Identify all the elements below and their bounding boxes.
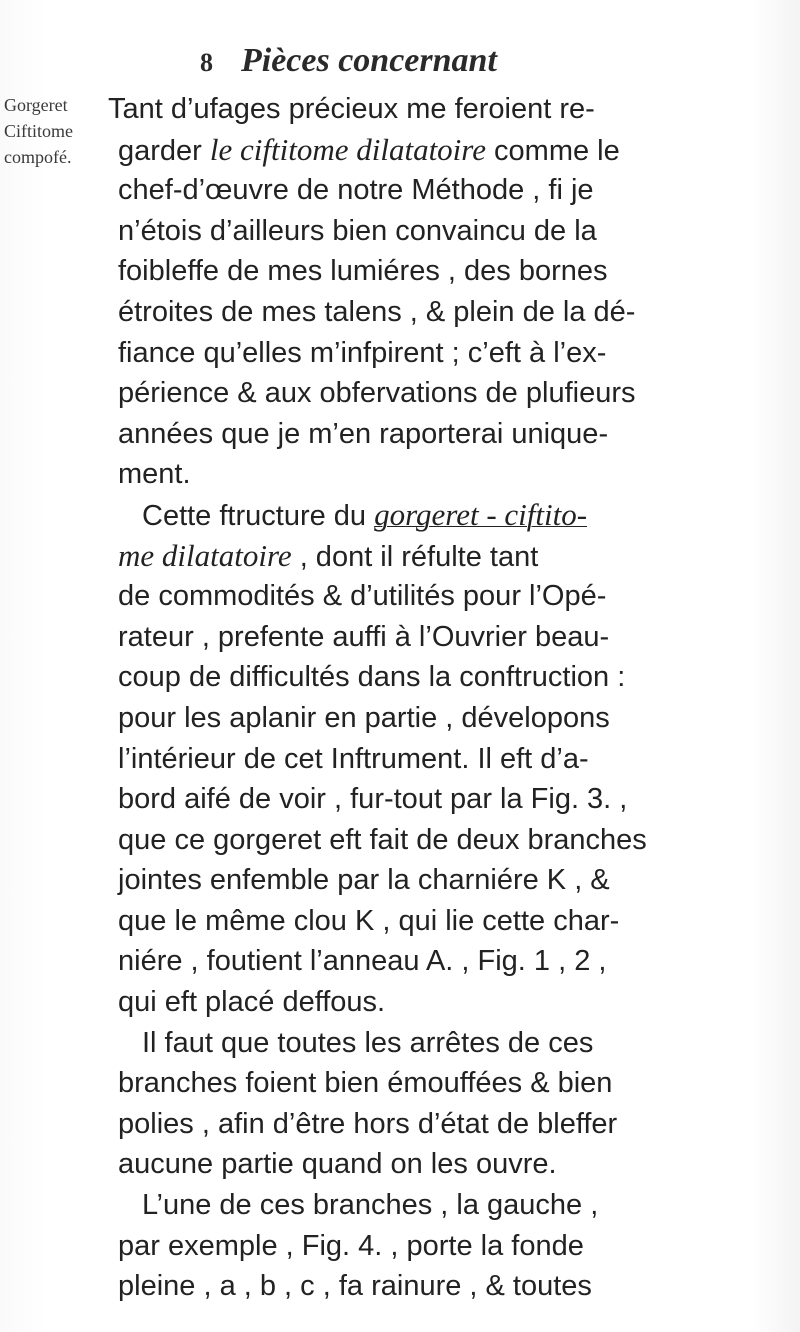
- text-line: [96, 292, 782, 333]
- text-line: [96, 860, 782, 901]
- margin-note-line: Gorgeret: [4, 95, 68, 115]
- paragraph: [96, 1185, 782, 1307]
- text-run: chef-d’œuvre de notre Méthode , fi je: [118, 174, 594, 207]
- page-number: 8: [200, 48, 213, 77]
- text-run: Il faut que toutes les arrêtes de ces: [142, 1026, 594, 1059]
- text-line: [96, 1023, 782, 1064]
- text-run: par exemple , Fig. 4. , porte la fonde: [118, 1229, 584, 1262]
- text-run: garder: [118, 134, 210, 167]
- text-run: qui eft placé deffous.: [118, 986, 386, 1019]
- paragraph: [96, 1023, 782, 1185]
- text-run: que le même clou K , qui lie cette char-: [118, 904, 620, 937]
- text-run: n’étois d’ailleurs bien convaincu de la: [118, 214, 597, 247]
- text-line: [96, 536, 782, 577]
- italic-term: me dilatatoire: [118, 537, 292, 573]
- text-line: [96, 251, 782, 292]
- paragraph: [96, 89, 782, 495]
- text-line: [96, 333, 782, 374]
- text-line: [96, 373, 782, 414]
- text-line: [96, 1063, 782, 1104]
- text-line: [96, 941, 782, 982]
- text-line: [96, 1104, 782, 1145]
- text-line: [96, 211, 782, 252]
- running-title: Pièces concernant: [241, 42, 497, 79]
- text-run: foibleffe de mes lumiéres , des bornes: [118, 255, 608, 288]
- text-run: polies , afin d’être hors d’état de bleffer: [118, 1107, 618, 1140]
- text-line: [96, 414, 782, 455]
- margin-note: [4, 92, 96, 170]
- italic-term: le ciftitome dilatatoire: [209, 131, 486, 167]
- text-line: [96, 739, 782, 780]
- text-line: [96, 982, 782, 1023]
- text-run: années que je m’en raporterai unique-: [118, 417, 609, 450]
- text-run: l’intérieur de cet Inftrument. Il eft d’a-: [118, 742, 589, 775]
- text-run: jointes enfemble par la charniére K , &: [118, 864, 610, 897]
- text-run: L’une de ces branches , la gauche ,: [142, 1189, 599, 1222]
- text-line: [96, 901, 782, 942]
- text-run: bord aifé de voir , fur-tout par la Fig. 3. ,: [118, 783, 628, 816]
- text-run: fiance qu’elles m’infpirent ; c’eft à l’ex-: [118, 336, 607, 369]
- text-line: [96, 820, 782, 861]
- body-text: [96, 89, 782, 1307]
- text-line: [96, 89, 782, 130]
- text-line: [96, 698, 782, 739]
- running-head: [200, 42, 680, 80]
- text-run: aucune partie quand on les ouvre.: [118, 1148, 557, 1181]
- margin-note-line: compofé.: [4, 147, 72, 167]
- text-run: niére , foutient l’anneau A. , Fig. 1 , 2 ,: [118, 945, 607, 978]
- text-line: [96, 495, 782, 536]
- text-run: pleine , a , b , c , fa rainure , & toutes: [118, 1270, 592, 1303]
- text-run: de commodités & d’utilités pour l’Opé-: [118, 580, 607, 613]
- text-run: rateur , prefente auffi à l’Ouvrier beau-: [118, 620, 610, 653]
- italic-term: gorgeret - ciftito-: [374, 496, 588, 532]
- text-line: [96, 130, 782, 171]
- text-line: [96, 1144, 782, 1185]
- text-run: pour les aplanir en partie , dévelopons: [118, 701, 610, 734]
- text-line: [96, 1185, 782, 1226]
- text-line: [96, 576, 782, 617]
- text-line: [96, 1266, 782, 1307]
- text-run: ment.: [118, 458, 191, 491]
- paragraph: [96, 495, 782, 1023]
- text-run: , dont il réfulte tant: [291, 540, 539, 573]
- text-run: étroites de mes talens , & plein de la dé-: [118, 295, 636, 328]
- text-line: [96, 454, 782, 495]
- text-run: Cette ftructure du: [142, 499, 375, 532]
- text-line: [96, 170, 782, 211]
- margin-note-line: Ciftitome: [4, 121, 73, 141]
- text-run: coup de difficultés dans la conftruction :: [118, 661, 626, 694]
- text-line: [96, 617, 782, 658]
- text-line: [96, 779, 782, 820]
- text-line: [96, 1226, 782, 1267]
- text-run: que ce gorgeret eft fait de deux branches: [118, 823, 647, 856]
- text-run: branches foient bien émouffées & bien: [118, 1067, 613, 1100]
- text-run: Tant d’ufages précieux me feroient re-: [108, 93, 595, 125]
- text-run: périence & aux obfervations de plufieurs: [118, 377, 636, 410]
- text-run: comme le: [485, 134, 620, 167]
- text-line: [96, 657, 782, 698]
